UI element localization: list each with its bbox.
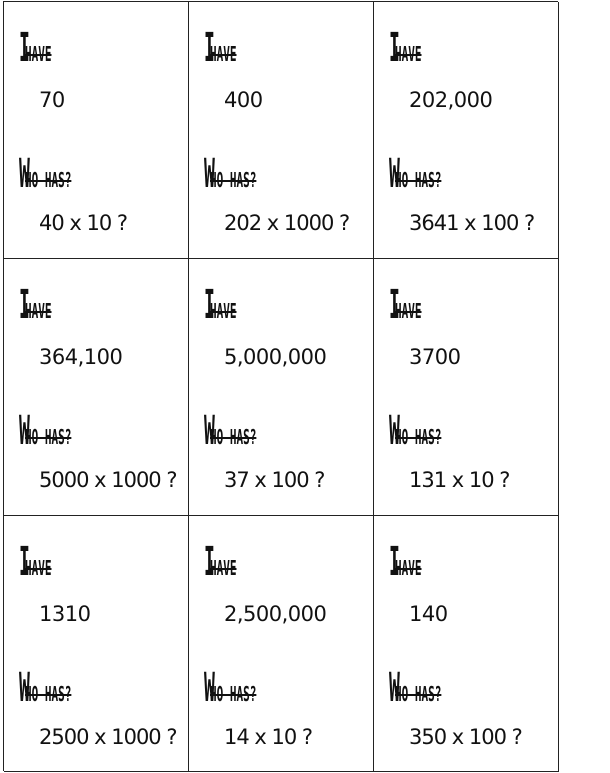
i-have-rest: HAVE bbox=[25, 556, 52, 580]
who-has-question: 2500 x 1000 ? bbox=[39, 725, 177, 749]
who-has-question: 40 x 10 ? bbox=[39, 211, 128, 235]
have-value: 70 bbox=[39, 88, 65, 112]
i-have-rest: HAVE bbox=[210, 299, 237, 323]
who-has-rest: HO HAS? bbox=[395, 682, 442, 706]
have-value: 140 bbox=[409, 602, 448, 626]
who-has-heading bbox=[204, 665, 294, 711]
who-has-heading bbox=[19, 408, 109, 454]
have-value: 3700 bbox=[409, 345, 461, 369]
who-has-question: 131 x 10 ? bbox=[409, 468, 510, 492]
who-has-cap: W bbox=[204, 665, 215, 711]
who-has-rest: HO HAS? bbox=[395, 168, 442, 192]
i-have-cap: I bbox=[389, 539, 400, 585]
who-has-cap: W bbox=[19, 151, 30, 197]
i-have-cap: I bbox=[204, 539, 215, 585]
i-have-cap: I bbox=[204, 25, 215, 71]
card bbox=[189, 259, 374, 516]
i-have-heading bbox=[19, 539, 73, 585]
i-have-heading bbox=[389, 539, 443, 585]
who-has-question: 5000 x 1000 ? bbox=[39, 468, 177, 492]
have-value: 1310 bbox=[39, 602, 91, 626]
card bbox=[4, 259, 189, 516]
i-have-heading bbox=[204, 539, 258, 585]
have-value: 2,500,000 bbox=[224, 602, 327, 626]
who-has-cap: W bbox=[204, 408, 215, 454]
who-has-rest: HO HAS? bbox=[395, 425, 442, 449]
i-have-heading bbox=[389, 282, 443, 328]
i-have-rest: HAVE bbox=[395, 556, 422, 580]
who-has-cap: W bbox=[389, 665, 400, 711]
who-has-heading bbox=[204, 408, 294, 454]
i-have-cap: I bbox=[389, 282, 400, 328]
i-have-rest: HAVE bbox=[25, 299, 52, 323]
who-has-question: 350 x 100 ? bbox=[409, 725, 522, 749]
i-have-rest: HAVE bbox=[25, 42, 52, 66]
card bbox=[189, 2, 374, 259]
who-has-rest: HO HAS? bbox=[210, 425, 257, 449]
i-have-cap: I bbox=[204, 282, 215, 328]
who-has-question: 3641 x 100 ? bbox=[409, 211, 535, 235]
who-has-heading bbox=[19, 665, 109, 711]
i-have-heading bbox=[204, 282, 258, 328]
who-has-cap: W bbox=[389, 408, 400, 454]
card bbox=[374, 259, 559, 516]
i-have-heading bbox=[389, 25, 443, 71]
who-has-heading bbox=[389, 665, 479, 711]
i-have-heading bbox=[19, 282, 73, 328]
who-has-heading bbox=[389, 408, 479, 454]
who-has-rest: HO HAS? bbox=[210, 682, 257, 706]
who-has-heading bbox=[204, 151, 294, 197]
i-have-cap: I bbox=[389, 25, 400, 71]
card bbox=[189, 516, 374, 772]
i-have-rest: HAVE bbox=[210, 42, 237, 66]
who-has-cap: W bbox=[389, 151, 400, 197]
who-has-cap: W bbox=[19, 408, 30, 454]
card bbox=[4, 2, 189, 259]
i-have-cap: I bbox=[19, 282, 30, 328]
have-value: 5,000,000 bbox=[224, 345, 327, 369]
i-have-heading bbox=[204, 25, 258, 71]
who-has-cap: W bbox=[204, 151, 215, 197]
i-have-rest: HAVE bbox=[210, 556, 237, 580]
who-has-heading bbox=[19, 151, 109, 197]
who-has-question: 14 x 10 ? bbox=[224, 725, 313, 749]
who-has-rest: HO HAS? bbox=[25, 682, 72, 706]
have-value: 400 bbox=[224, 88, 263, 112]
card bbox=[374, 2, 559, 259]
have-value: 364,100 bbox=[39, 345, 123, 369]
who-has-rest: HO HAS? bbox=[25, 425, 72, 449]
who-has-rest: HO HAS? bbox=[210, 168, 257, 192]
who-has-cap: W bbox=[19, 665, 30, 711]
who-has-question: 37 x 100 ? bbox=[224, 468, 325, 492]
have-value: 202,000 bbox=[409, 88, 493, 112]
i-have-cap: I bbox=[19, 539, 30, 585]
i-have-rest: HAVE bbox=[395, 42, 422, 66]
who-has-heading bbox=[389, 151, 479, 197]
who-has-question: 202 x 1000 ? bbox=[224, 211, 350, 235]
who-has-rest: HO HAS? bbox=[25, 168, 72, 192]
card bbox=[4, 516, 189, 772]
i-have-rest: HAVE bbox=[395, 299, 422, 323]
i-have-heading bbox=[19, 25, 73, 71]
card bbox=[374, 516, 559, 772]
card-sheet bbox=[3, 1, 558, 771]
i-have-cap: I bbox=[19, 25, 30, 71]
